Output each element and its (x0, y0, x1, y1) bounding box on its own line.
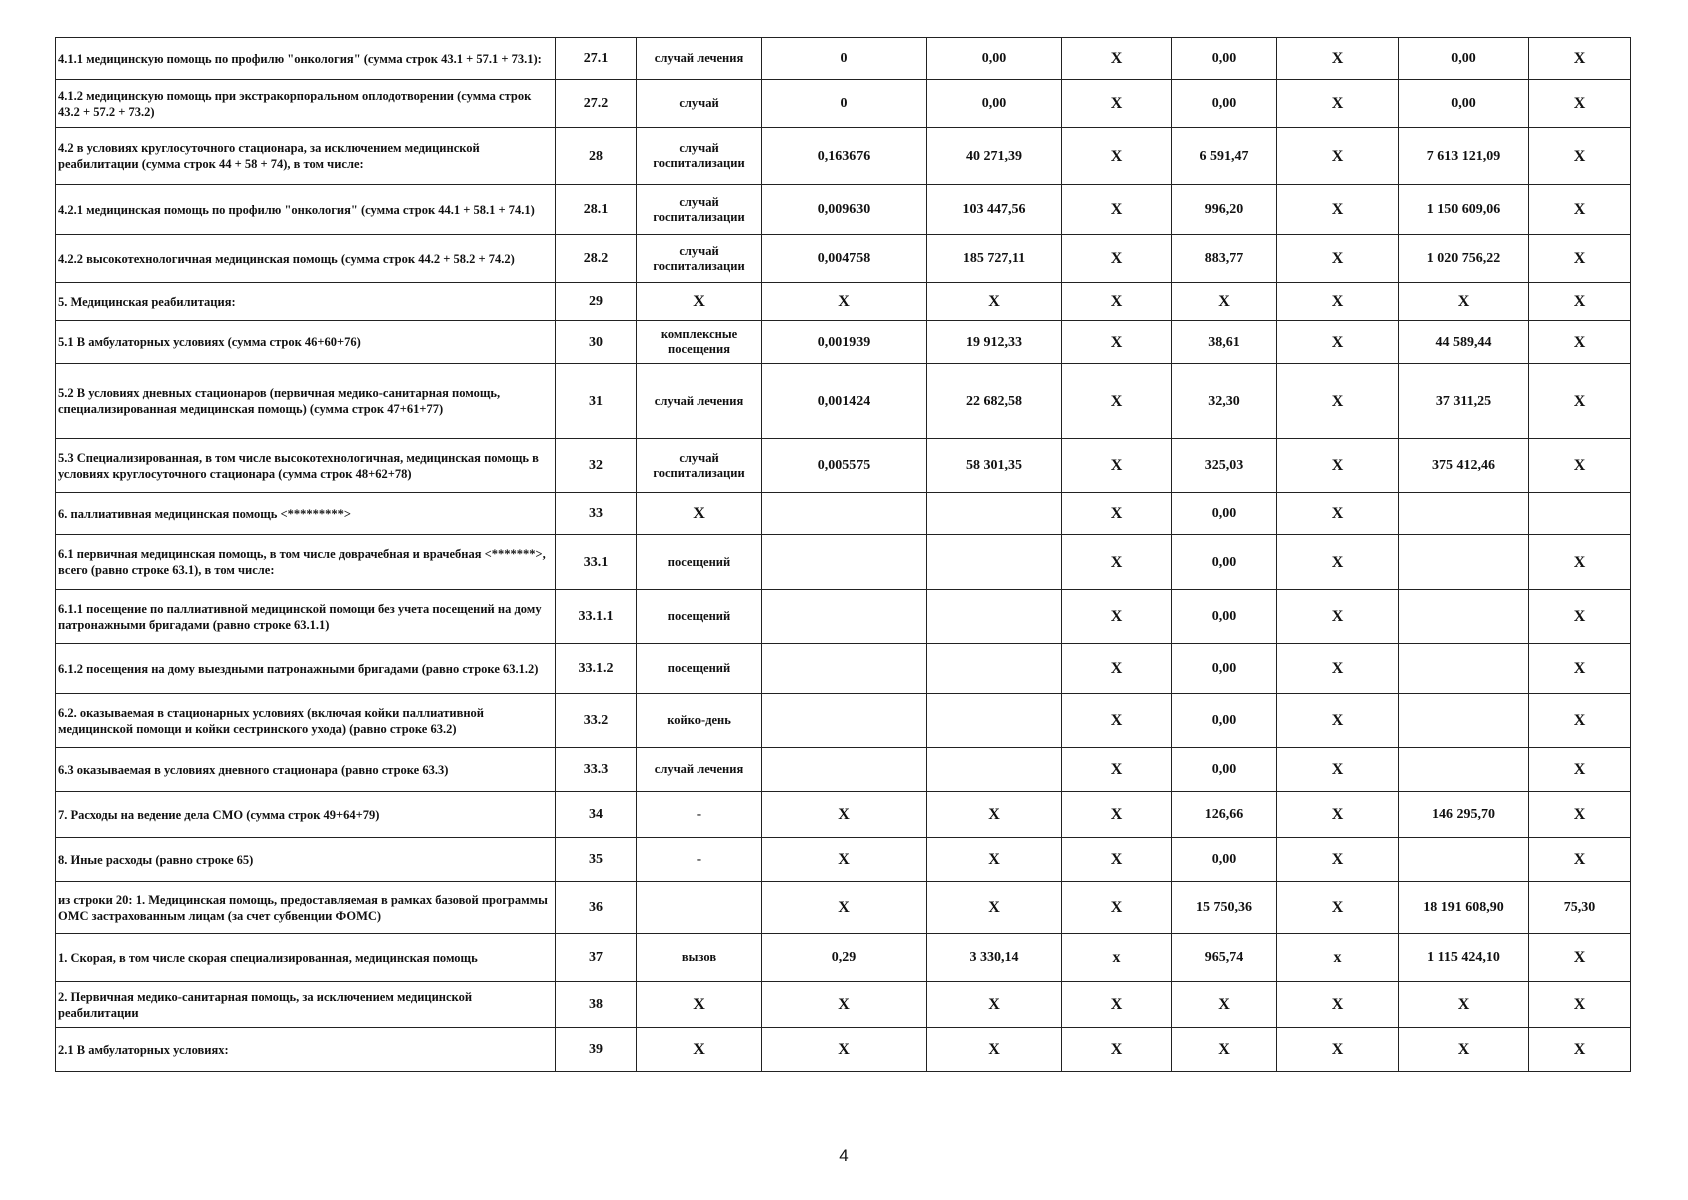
cell-indicator-name: 5.1 В амбулаторных условиях (сумма строк 46+60+76) (56, 321, 556, 364)
cell-per-capita: X (1172, 982, 1277, 1028)
cell-x-marker-2: X (1277, 882, 1399, 934)
cell-x-marker-1: x (1062, 934, 1172, 982)
cell-indicator-name: 4.1.2 медицинскую помощь при экстракорпоральном оплодотворении (сумма строк 43.2 + 57.2 + 73.2) (56, 80, 556, 128)
table-row (56, 934, 1631, 982)
table-row (56, 792, 1631, 838)
page-number: 4 (839, 1146, 849, 1165)
cell-volume-norm: X (762, 982, 927, 1028)
cell-x-marker-2: X (1277, 748, 1399, 792)
cell-x-marker-1: X (1062, 38, 1172, 80)
cell-x-marker-2: X (1277, 493, 1399, 535)
cell-percent: X (1529, 748, 1631, 792)
cell-per-capita: 0,00 (1172, 838, 1277, 882)
cell-x-marker-2: X (1277, 838, 1399, 882)
cell-indicator-name: из строки 20: 1. Медицинская помощь, предоставляемая в рамках базовой программы ОМС застрахованным лицам (за счет субвенции ФОМС) (56, 882, 556, 934)
cell-amount: 18 191 608,90 (1399, 882, 1529, 934)
cell-unit: X (637, 1028, 762, 1072)
cell-volume-norm: 0,163676 (762, 128, 927, 185)
cell-percent: X (1529, 364, 1631, 439)
cell-row-number: 28.1 (556, 185, 637, 235)
cell-percent: X (1529, 792, 1631, 838)
cell-x-marker-1: X (1062, 185, 1172, 235)
cell-indicator-name: 2.1 В амбулаторных условиях: (56, 1028, 556, 1072)
cell-volume-norm (762, 493, 927, 535)
cell-percent: X (1529, 80, 1631, 128)
data-table (55, 37, 1631, 1072)
cell-per-capita: 32,30 (1172, 364, 1277, 439)
cell-x-marker-2: X (1277, 590, 1399, 644)
cell-indicator-name: 4.2 в условиях круглосуточного стационара, за исключением медицинской реабилитации (сумма строк 44 + 58 + 74), в том числе: (56, 128, 556, 185)
cell-x-marker-1: X (1062, 644, 1172, 694)
cell-indicator-name: 4.2.1 медицинская помощь по профилю "онкология" (сумма строк 44.1 + 58.1 + 74.1) (56, 185, 556, 235)
cell-indicator-name: 5.2 В условиях дневных стационаров (первичная медико-санитарная помощь, специализированная медицинская помощь) (сумма строк 47+61+77) (56, 364, 556, 439)
cell-volume-norm: X (762, 283, 927, 321)
cell-percent: X (1529, 934, 1631, 982)
cell-unit: случай госпитализации (637, 235, 762, 283)
cell-volume-norm: 0,29 (762, 934, 927, 982)
cell-x-marker-2: X (1277, 128, 1399, 185)
cell-x-marker-1: X (1062, 1028, 1172, 1072)
cell-amount (1399, 748, 1529, 792)
cell-x-marker-1: X (1062, 748, 1172, 792)
cell-indicator-name: 6.1 первичная медицинская помощь, в том числе доврачебная и врачебная <*******>, всего (равно строке 63.1), в том числе: (56, 535, 556, 590)
cell-amount: 1 115 424,10 (1399, 934, 1529, 982)
cell-x-marker-2: X (1277, 694, 1399, 748)
table-row (56, 439, 1631, 493)
cell-unit: комплексные посещения (637, 321, 762, 364)
cell-cost-norm: X (927, 882, 1062, 934)
cell-cost-norm: 185 727,11 (927, 235, 1062, 283)
cell-cost-norm: X (927, 982, 1062, 1028)
cell-row-number: 38 (556, 982, 637, 1028)
cell-amount (1399, 590, 1529, 644)
table-row (56, 364, 1631, 439)
cell-x-marker-1: X (1062, 80, 1172, 128)
cell-volume-norm: X (762, 882, 927, 934)
cell-per-capita: 0,00 (1172, 80, 1277, 128)
cell-percent (1529, 493, 1631, 535)
cell-per-capita: X (1172, 283, 1277, 321)
cell-per-capita: 0,00 (1172, 590, 1277, 644)
cell-unit: случай госпитализации (637, 439, 762, 493)
cell-indicator-name: 6.1.2 посещения на дому выездными патронажными бригадами (равно строке 63.1.2) (56, 644, 556, 694)
cell-indicator-name: 6. паллиативная медицинская помощь <*********> (56, 493, 556, 535)
cell-x-marker-1: X (1062, 838, 1172, 882)
cell-row-number: 33 (556, 493, 637, 535)
cell-row-number: 29 (556, 283, 637, 321)
cell-unit: X (637, 283, 762, 321)
cell-per-capita: 0,00 (1172, 493, 1277, 535)
cell-amount (1399, 644, 1529, 694)
cell-x-marker-2: X (1277, 535, 1399, 590)
cell-unit (637, 882, 762, 934)
cell-percent: X (1529, 38, 1631, 80)
table-row (56, 694, 1631, 748)
table-row (56, 80, 1631, 128)
cell-percent: X (1529, 535, 1631, 590)
cell-unit: случай лечения (637, 38, 762, 80)
cell-percent: X (1529, 321, 1631, 364)
cell-amount (1399, 493, 1529, 535)
cell-volume-norm: 0 (762, 38, 927, 80)
cell-x-marker-1: X (1062, 283, 1172, 321)
cell-cost-norm (927, 493, 1062, 535)
cell-amount: 1 150 609,06 (1399, 185, 1529, 235)
cell-unit: вызов (637, 934, 762, 982)
cell-row-number: 33.1.1 (556, 590, 637, 644)
table-row (56, 748, 1631, 792)
cell-per-capita: 0,00 (1172, 535, 1277, 590)
cell-volume-norm (762, 748, 927, 792)
table-row (56, 283, 1631, 321)
cell-volume-norm (762, 644, 927, 694)
cell-x-marker-1: X (1062, 694, 1172, 748)
cell-cost-norm: 58 301,35 (927, 439, 1062, 493)
cell-volume-norm: X (762, 792, 927, 838)
cell-row-number: 30 (556, 321, 637, 364)
cell-amount: 0,00 (1399, 38, 1529, 80)
cell-row-number: 33.2 (556, 694, 637, 748)
cell-x-marker-1: X (1062, 235, 1172, 283)
cell-per-capita: 0,00 (1172, 644, 1277, 694)
cell-indicator-name: 8. Иные расходы (равно строке 65) (56, 838, 556, 882)
cell-row-number: 27.1 (556, 38, 637, 80)
cell-row-number: 39 (556, 1028, 637, 1072)
table-row (56, 882, 1631, 934)
cell-volume-norm: 0 (762, 80, 927, 128)
cell-cost-norm (927, 590, 1062, 644)
cell-percent: X (1529, 644, 1631, 694)
cell-x-marker-2: X (1277, 792, 1399, 838)
cell-per-capita: 15 750,36 (1172, 882, 1277, 934)
cell-amount: 1 020 756,22 (1399, 235, 1529, 283)
cell-row-number: 32 (556, 439, 637, 493)
cell-amount (1399, 694, 1529, 748)
cell-cost-norm (927, 748, 1062, 792)
cell-unit: X (637, 982, 762, 1028)
cell-amount: X (1399, 1028, 1529, 1072)
table-row (56, 128, 1631, 185)
cell-amount: 0,00 (1399, 80, 1529, 128)
cell-percent: X (1529, 838, 1631, 882)
cell-x-marker-2: X (1277, 439, 1399, 493)
table-row (56, 493, 1631, 535)
cell-indicator-name: 1. Скорая, в том числе скорая специализированная, медицинская помощь (56, 934, 556, 982)
cell-percent: X (1529, 283, 1631, 321)
cell-indicator-name: 4.1.1 медицинскую помощь по профилю "онкология" (сумма строк 43.1 + 57.1 + 73.1): (56, 38, 556, 80)
cell-indicator-name: 4.2.2 высокотехнологичная медицинская помощь (сумма строк 44.2 + 58.2 + 74.2) (56, 235, 556, 283)
cell-row-number: 35 (556, 838, 637, 882)
cell-amount: 375 412,46 (1399, 439, 1529, 493)
cell-volume-norm: 0,004758 (762, 235, 927, 283)
cell-unit: - (637, 792, 762, 838)
cell-volume-norm: X (762, 838, 927, 882)
cell-unit: посещений (637, 590, 762, 644)
cell-per-capita: 38,61 (1172, 321, 1277, 364)
cell-row-number: 34 (556, 792, 637, 838)
cell-x-marker-1: X (1062, 590, 1172, 644)
table-row (56, 38, 1631, 80)
table-row (56, 590, 1631, 644)
cell-cost-norm: 0,00 (927, 38, 1062, 80)
cell-x-marker-2: X (1277, 185, 1399, 235)
cell-row-number: 27.2 (556, 80, 637, 128)
cell-unit: случай лечения (637, 748, 762, 792)
cell-x-marker-2: X (1277, 364, 1399, 439)
cell-volume-norm (762, 590, 927, 644)
cell-x-marker-1: X (1062, 792, 1172, 838)
cell-cost-norm: 40 271,39 (927, 128, 1062, 185)
cell-per-capita: X (1172, 1028, 1277, 1072)
cell-x-marker-2: X (1277, 982, 1399, 1028)
cell-cost-norm: X (927, 792, 1062, 838)
cell-indicator-name: 2. Первичная медико-санитарная помощь, за исключением медицинской реабилитации (56, 982, 556, 1028)
cell-x-marker-2: X (1277, 235, 1399, 283)
cell-percent: X (1529, 694, 1631, 748)
cell-x-marker-2: x (1277, 934, 1399, 982)
table-row (56, 185, 1631, 235)
cell-per-capita: 325,03 (1172, 439, 1277, 493)
cell-cost-norm: 0,00 (927, 80, 1062, 128)
cell-cost-norm: X (927, 1028, 1062, 1072)
cell-x-marker-2: X (1277, 1028, 1399, 1072)
cell-percent: X (1529, 590, 1631, 644)
cell-unit: койко-день (637, 694, 762, 748)
cell-cost-norm: X (927, 838, 1062, 882)
cell-percent: 75,30 (1529, 882, 1631, 934)
cell-unit: посещений (637, 535, 762, 590)
cell-row-number: 33.1 (556, 535, 637, 590)
cell-per-capita: 965,74 (1172, 934, 1277, 982)
cell-x-marker-1: X (1062, 882, 1172, 934)
cell-cost-norm (927, 644, 1062, 694)
cell-x-marker-2: X (1277, 644, 1399, 694)
document-sheet (55, 37, 1631, 1072)
cell-volume-norm: X (762, 1028, 927, 1072)
cell-per-capita: 6 591,47 (1172, 128, 1277, 185)
cell-amount: 44 589,44 (1399, 321, 1529, 364)
cell-amount: 146 295,70 (1399, 792, 1529, 838)
cell-percent: X (1529, 235, 1631, 283)
cell-unit: случай госпитализации (637, 128, 762, 185)
cell-percent: X (1529, 1028, 1631, 1072)
cell-amount (1399, 838, 1529, 882)
cell-percent: X (1529, 439, 1631, 493)
cell-x-marker-1: X (1062, 439, 1172, 493)
cell-volume-norm (762, 694, 927, 748)
cell-row-number: 33.1.2 (556, 644, 637, 694)
cell-x-marker-2: X (1277, 283, 1399, 321)
cell-amount: 7 613 121,09 (1399, 128, 1529, 185)
cell-indicator-name: 6.3 оказываемая в условиях дневного стационара (равно строке 63.3) (56, 748, 556, 792)
cell-amount: X (1399, 283, 1529, 321)
cell-row-number: 36 (556, 882, 637, 934)
cell-unit: посещений (637, 644, 762, 694)
cell-per-capita: 126,66 (1172, 792, 1277, 838)
cell-volume-norm (762, 535, 927, 590)
cell-unit: X (637, 493, 762, 535)
cell-volume-norm: 0,001939 (762, 321, 927, 364)
cell-x-marker-2: X (1277, 321, 1399, 364)
cell-amount: 37 311,25 (1399, 364, 1529, 439)
cell-row-number: 37 (556, 934, 637, 982)
cell-cost-norm: 3 330,14 (927, 934, 1062, 982)
cell-per-capita: 883,77 (1172, 235, 1277, 283)
table-row (56, 535, 1631, 590)
table-row (56, 235, 1631, 283)
cell-cost-norm: 103 447,56 (927, 185, 1062, 235)
cell-row-number: 28 (556, 128, 637, 185)
cell-row-number: 28.2 (556, 235, 637, 283)
cell-amount: X (1399, 982, 1529, 1028)
cell-x-marker-1: X (1062, 321, 1172, 364)
cell-per-capita: 0,00 (1172, 38, 1277, 80)
cell-x-marker-2: X (1277, 38, 1399, 80)
table-row (56, 1028, 1631, 1072)
cell-x-marker-2: X (1277, 80, 1399, 128)
cell-unit: случай лечения (637, 364, 762, 439)
cell-percent: X (1529, 128, 1631, 185)
cell-cost-norm: 22 682,58 (927, 364, 1062, 439)
cell-indicator-name: 5. Медицинская реабилитация: (56, 283, 556, 321)
cell-cost-norm (927, 694, 1062, 748)
cell-cost-norm (927, 535, 1062, 590)
cell-indicator-name: 5.3 Специализированная, в том числе высокотехнологичная, медицинская помощь в условиях круглосуточного стационара (сумма строк 48+62+78) (56, 439, 556, 493)
cell-cost-norm: 19 912,33 (927, 321, 1062, 364)
cell-x-marker-1: X (1062, 364, 1172, 439)
cell-indicator-name: 7. Расходы на ведение дела СМО (сумма строк 49+64+79) (56, 792, 556, 838)
cell-per-capita: 0,00 (1172, 748, 1277, 792)
cell-percent: X (1529, 982, 1631, 1028)
cell-indicator-name: 6.2. оказываемая в стационарных условиях (включая койки паллиативной медицинской помощи и койки сестринского ухода) (равно строке 63.2) (56, 694, 556, 748)
table-row (56, 321, 1631, 364)
table-row (56, 838, 1631, 882)
cell-x-marker-1: X (1062, 982, 1172, 1028)
cell-x-marker-1: X (1062, 535, 1172, 590)
cell-amount (1399, 535, 1529, 590)
table-row (56, 644, 1631, 694)
cell-x-marker-1: X (1062, 128, 1172, 185)
table-row (56, 982, 1631, 1028)
cell-volume-norm: 0,009630 (762, 185, 927, 235)
cell-volume-norm: 0,001424 (762, 364, 927, 439)
cell-row-number: 31 (556, 364, 637, 439)
cell-unit: случай (637, 80, 762, 128)
cell-unit: - (637, 838, 762, 882)
cell-volume-norm: 0,005575 (762, 439, 927, 493)
cell-unit: случай госпитализации (637, 185, 762, 235)
cell-row-number: 33.3 (556, 748, 637, 792)
table-body (56, 38, 1631, 1072)
cell-cost-norm: X (927, 283, 1062, 321)
cell-per-capita: 996,20 (1172, 185, 1277, 235)
cell-x-marker-1: X (1062, 493, 1172, 535)
cell-indicator-name: 6.1.1 посещение по паллиативной медицинской помощи без учета посещений на дому патронажными бригадами (равно строке 63.1.1) (56, 590, 556, 644)
cell-percent: X (1529, 185, 1631, 235)
cell-per-capita: 0,00 (1172, 694, 1277, 748)
